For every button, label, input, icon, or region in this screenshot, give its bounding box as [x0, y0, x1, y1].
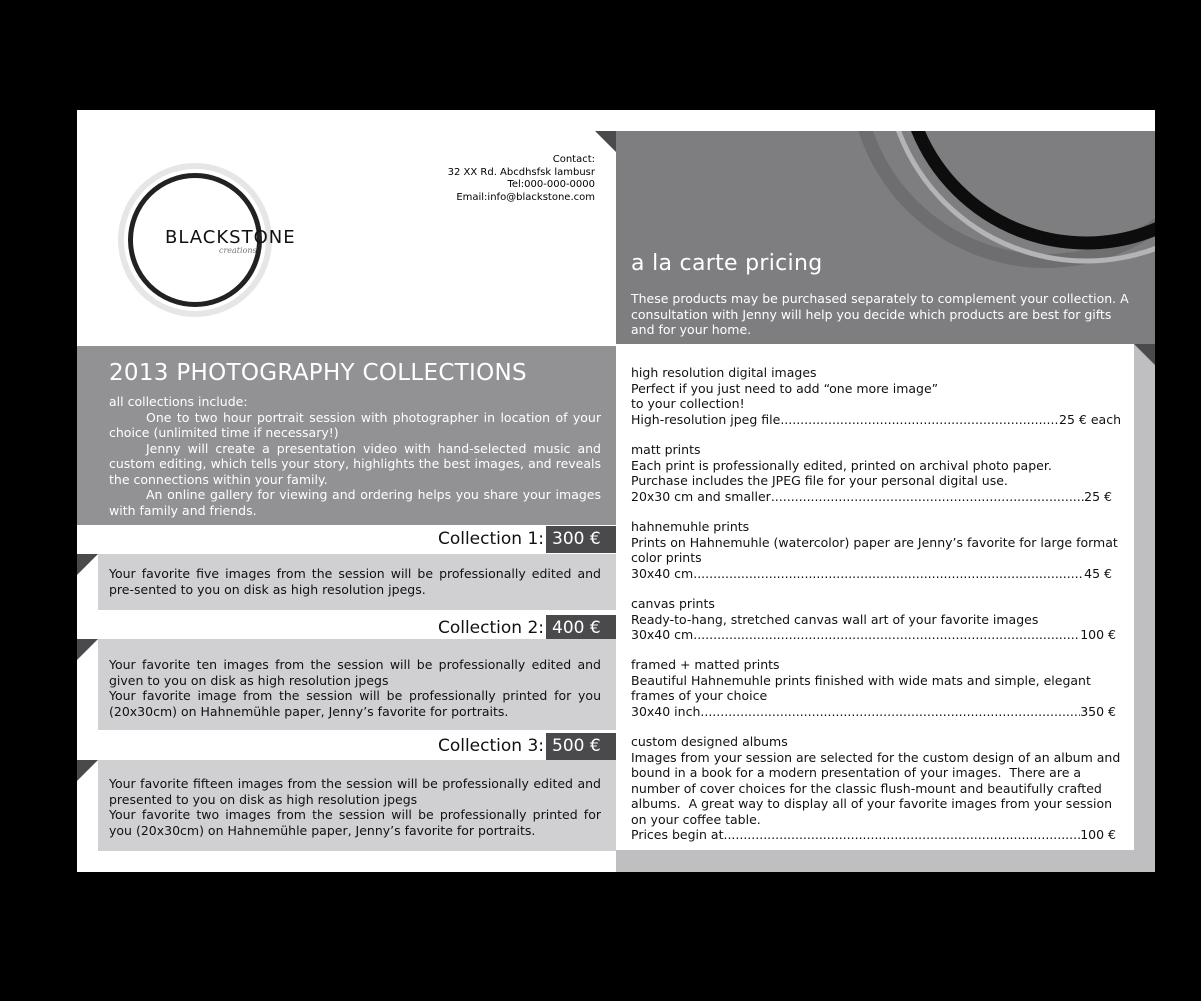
alacarte-item: [631, 519, 1121, 581]
price-value: 25 € each: [1059, 411, 1121, 427]
contact-email: Email:info@blackstone.com: [456, 191, 595, 203]
collection-label: Collection 2:: [437, 618, 544, 638]
collection-2-box: [98, 639, 616, 730]
logo-script: creations: [219, 246, 257, 255]
price-label: High-resolution jpeg file: [631, 411, 781, 427]
item-price-line: [631, 827, 1116, 843]
contact-block: [448, 154, 595, 204]
collections-intro-text: [109, 394, 601, 518]
collections-title: 2013 PHOTOGRAPHY COLLECTIONS: [109, 360, 527, 386]
price-label: 30x40 cm: [631, 565, 694, 581]
collection-label: Collection 3:: [437, 736, 544, 756]
item-price-line: [631, 489, 1112, 505]
collection-price: 500 €: [546, 733, 616, 760]
alacarte-item: [631, 596, 1121, 643]
item-title: custom designed albums: [631, 734, 788, 749]
alacarte-item: [631, 734, 1125, 843]
contact-tel: Tel:000-000-0000: [507, 179, 595, 190]
corner-triangle: [77, 760, 98, 781]
collection-price: 300 €: [546, 526, 616, 553]
price-value: 25 €: [1084, 488, 1112, 504]
collection-3-box: [98, 760, 616, 851]
corner-triangle: [77, 554, 98, 575]
intro-paragraph: One to two hour portrait session with photographer in location of your choice (unlimited time if necessary!): [109, 409, 601, 440]
price-value: 100 €: [1080, 627, 1116, 642]
price-label: Prices begin at: [631, 827, 724, 842]
item-description: Prints on Hahnemuhle (watercolor) paper are Jenny’s favorite for large format color prints: [631, 534, 1122, 565]
price-value: 100 €: [1080, 827, 1116, 842]
alacarte-item: [631, 442, 1121, 504]
price-label: 20x30 cm and smaller: [631, 488, 771, 504]
item-price-line: [631, 704, 1116, 720]
alacarte-item: [631, 365, 1121, 427]
corner-triangle: [595, 131, 616, 152]
item-title: hahnemuhle prints: [631, 519, 750, 534]
collection-1-box: [98, 554, 616, 610]
price-value: 45 €: [1084, 565, 1112, 581]
intro-paragraph: Jenny will create a presentation video with hand-selected music and custom editing, which tells your story, highlights the best images, and reveals the connections within your family.: [109, 440, 601, 487]
contact-address: 32 XX Rd. Abcdhsfsk lambusr: [447, 166, 595, 178]
item-title: high resolution digital images: [631, 365, 817, 380]
item-description: Beautiful Hahnemuhle prints finished with wide mats and simple, elegant frames of your choice: [631, 672, 1095, 703]
collections-intro: [77, 346, 616, 525]
item-title: framed + matted prints: [631, 657, 780, 672]
collection-description: Your favorite ten images from the session will be professionally edited and given to you on disk as high resolution jpegs Your favorite image from the session will be professionally printed for you (20x30cm) on Hahnemühle paper, Jenny’s favorite for portraits.: [109, 657, 601, 719]
alacarte-column: [616, 131, 1155, 872]
item-title: canvas prints: [631, 596, 715, 611]
logo-name: BLACKSTONE: [165, 227, 296, 248]
price-label: 30x40 cm: [631, 627, 694, 642]
collection-price: 400 €: [546, 615, 616, 642]
alacarte-list: [616, 344, 1134, 850]
item-title: matt prints: [631, 442, 701, 457]
item-price-line: [631, 412, 1121, 428]
corner-triangle: [1134, 344, 1155, 365]
intro-paragraph: An online gallery for viewing and ordering helps you share your images with family and friends.: [109, 487, 601, 518]
collection-description: Your favorite fifteen images from the session will be professionally edited and presented to you on disk as high resolution jpegs Your favorite two images from the session will be professionally printed for you (20x30cm) on Hahnemühle paper, Jenny’s favorite for portraits.: [109, 776, 601, 838]
item-description: Images from your session are selected for the custom design of an album and bound in a book for a modern presentation of your images. There are a number of cover choices for the classic flush-mount and beautifully crafted albums. A great way to display all of your favorite images from your session on your coffee table.: [631, 749, 1125, 827]
item-description: Perfect if you just need to add “one more image” to your collection!: [631, 380, 939, 411]
corner-triangle: [77, 639, 98, 660]
item-description: Ready-to-hang, stretched canvas wall art of your favorite images: [631, 611, 1039, 627]
collection-description: Your favorite five images from the session will be professionally edited and pre-sented to you on disk as high resolution jpegs.: [109, 566, 601, 597]
brochure-page: [77, 110, 1155, 872]
contact-label: Contact:: [552, 154, 595, 165]
alacarte-intro: These products may be purchased separately to complement your collection. A consultation with Jenny will help you decide which products are best for gifts and for your home.: [631, 291, 1129, 337]
item-price-line: [631, 566, 1112, 582]
item-price-line: [631, 627, 1116, 643]
alacarte-header: [616, 131, 1155, 344]
alacarte-item: [631, 657, 1121, 719]
intro-lead: all collections include:: [109, 394, 248, 409]
collection-label: Collection 1:: [437, 529, 544, 549]
alacarte-title: a la carte pricing: [631, 251, 823, 276]
price-value: 350 €: [1080, 703, 1116, 719]
price-label: 30x40 inch: [631, 703, 701, 719]
item-description: Each print is professionally edited, printed on archival photo paper. Purchase includes the JPEG file for your personal digital use.: [631, 457, 1052, 488]
